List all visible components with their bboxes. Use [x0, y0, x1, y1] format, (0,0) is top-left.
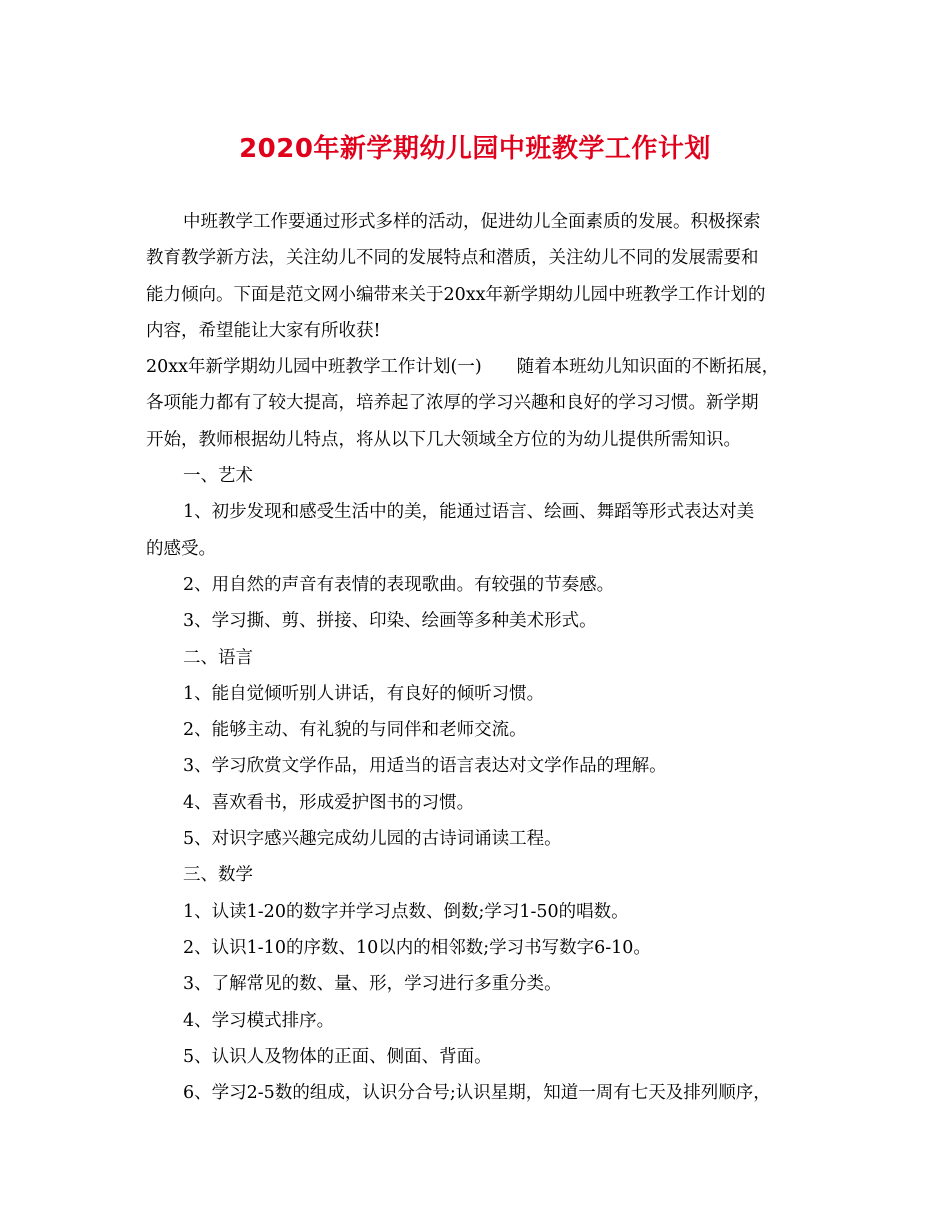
body-line: 二、语言 [183, 647, 253, 668]
body-line: 一、艺术 [183, 466, 253, 487]
body-line: 5、认识人及物体的正面、侧面、背面。 [183, 1046, 492, 1067]
body-line: 3、了解常见的数、量、形，学习进行多重分类。 [183, 974, 562, 995]
body-line: 2、认识1-10的序数、10以内的相邻数;学习书写数字6-10。 [183, 937, 651, 958]
body-line: 1、认读1-20的数字并学习点数、倒数;学习1-50的唱数。 [183, 901, 629, 922]
body-line: 20xx年新学期幼儿园中班教学工作计划(一) 随着本班幼儿知识面的不断拓展， [146, 357, 780, 378]
body-line: 3、学习欣赏文学作品，用适当的语言表达对文学作品的理解。 [183, 756, 667, 777]
body-line: 教育教学新方法，关注幼儿不同的发展特点和潜质，关注幼儿不同的发展需要和 [146, 248, 759, 269]
body-line: 4、喜欢看书，形成爱护图书的习惯。 [183, 792, 475, 813]
body-line: 1、能自觉倾听别人讲话，有良好的倾听习惯。 [183, 683, 545, 704]
document-body [146, 204, 810, 1111]
body-line: 4、学习模式排序。 [183, 1010, 335, 1031]
body-line: 1、初步发现和感受生活中的美，能通过语言、绘画、舞蹈等形式表达对美 [183, 502, 755, 523]
body-line: 三、数学 [183, 865, 253, 886]
body-line: 各项能力都有了较大提高，培养起了浓厚的学习兴趣和良好的学习习惯。新学期 [146, 393, 759, 414]
document-title: 2020年新学期幼儿园中班教学工作计划 [239, 134, 711, 164]
body-line: 5、对识字感兴趣完成幼儿园的古诗词诵读工程。 [183, 829, 562, 850]
body-line: 中班教学工作要通过形式多样的活动，促进幼儿全面素质的发展。积极探索 [183, 212, 761, 232]
body-line: 能力倾向。下面是范文网小编带来关于20xx年新学期幼儿园中班教学工作计划的 [146, 284, 766, 305]
body-line: 开始，教师根据幼儿特点，将从以下几大领域全方位的为幼儿提供所需知识。 [146, 429, 741, 450]
body-line: 的感受。 [146, 538, 216, 559]
body-line: 内容，希望能让大家有所收获! [146, 320, 381, 341]
body-line: 3、学习撕、剪、拼接、印染、绘画等多种美术形式。 [183, 611, 597, 632]
body-line: 2、用自然的声音有表情的表现歌曲。有较强的节奏感。 [183, 574, 615, 595]
body-line: 2、能够主动、有礼貌的与同伴和老师交流。 [183, 720, 527, 741]
body-line: 6、学习2-5数的组成，认识分合号;认识星期，知道一周有七天及排列顺序， [183, 1083, 771, 1104]
